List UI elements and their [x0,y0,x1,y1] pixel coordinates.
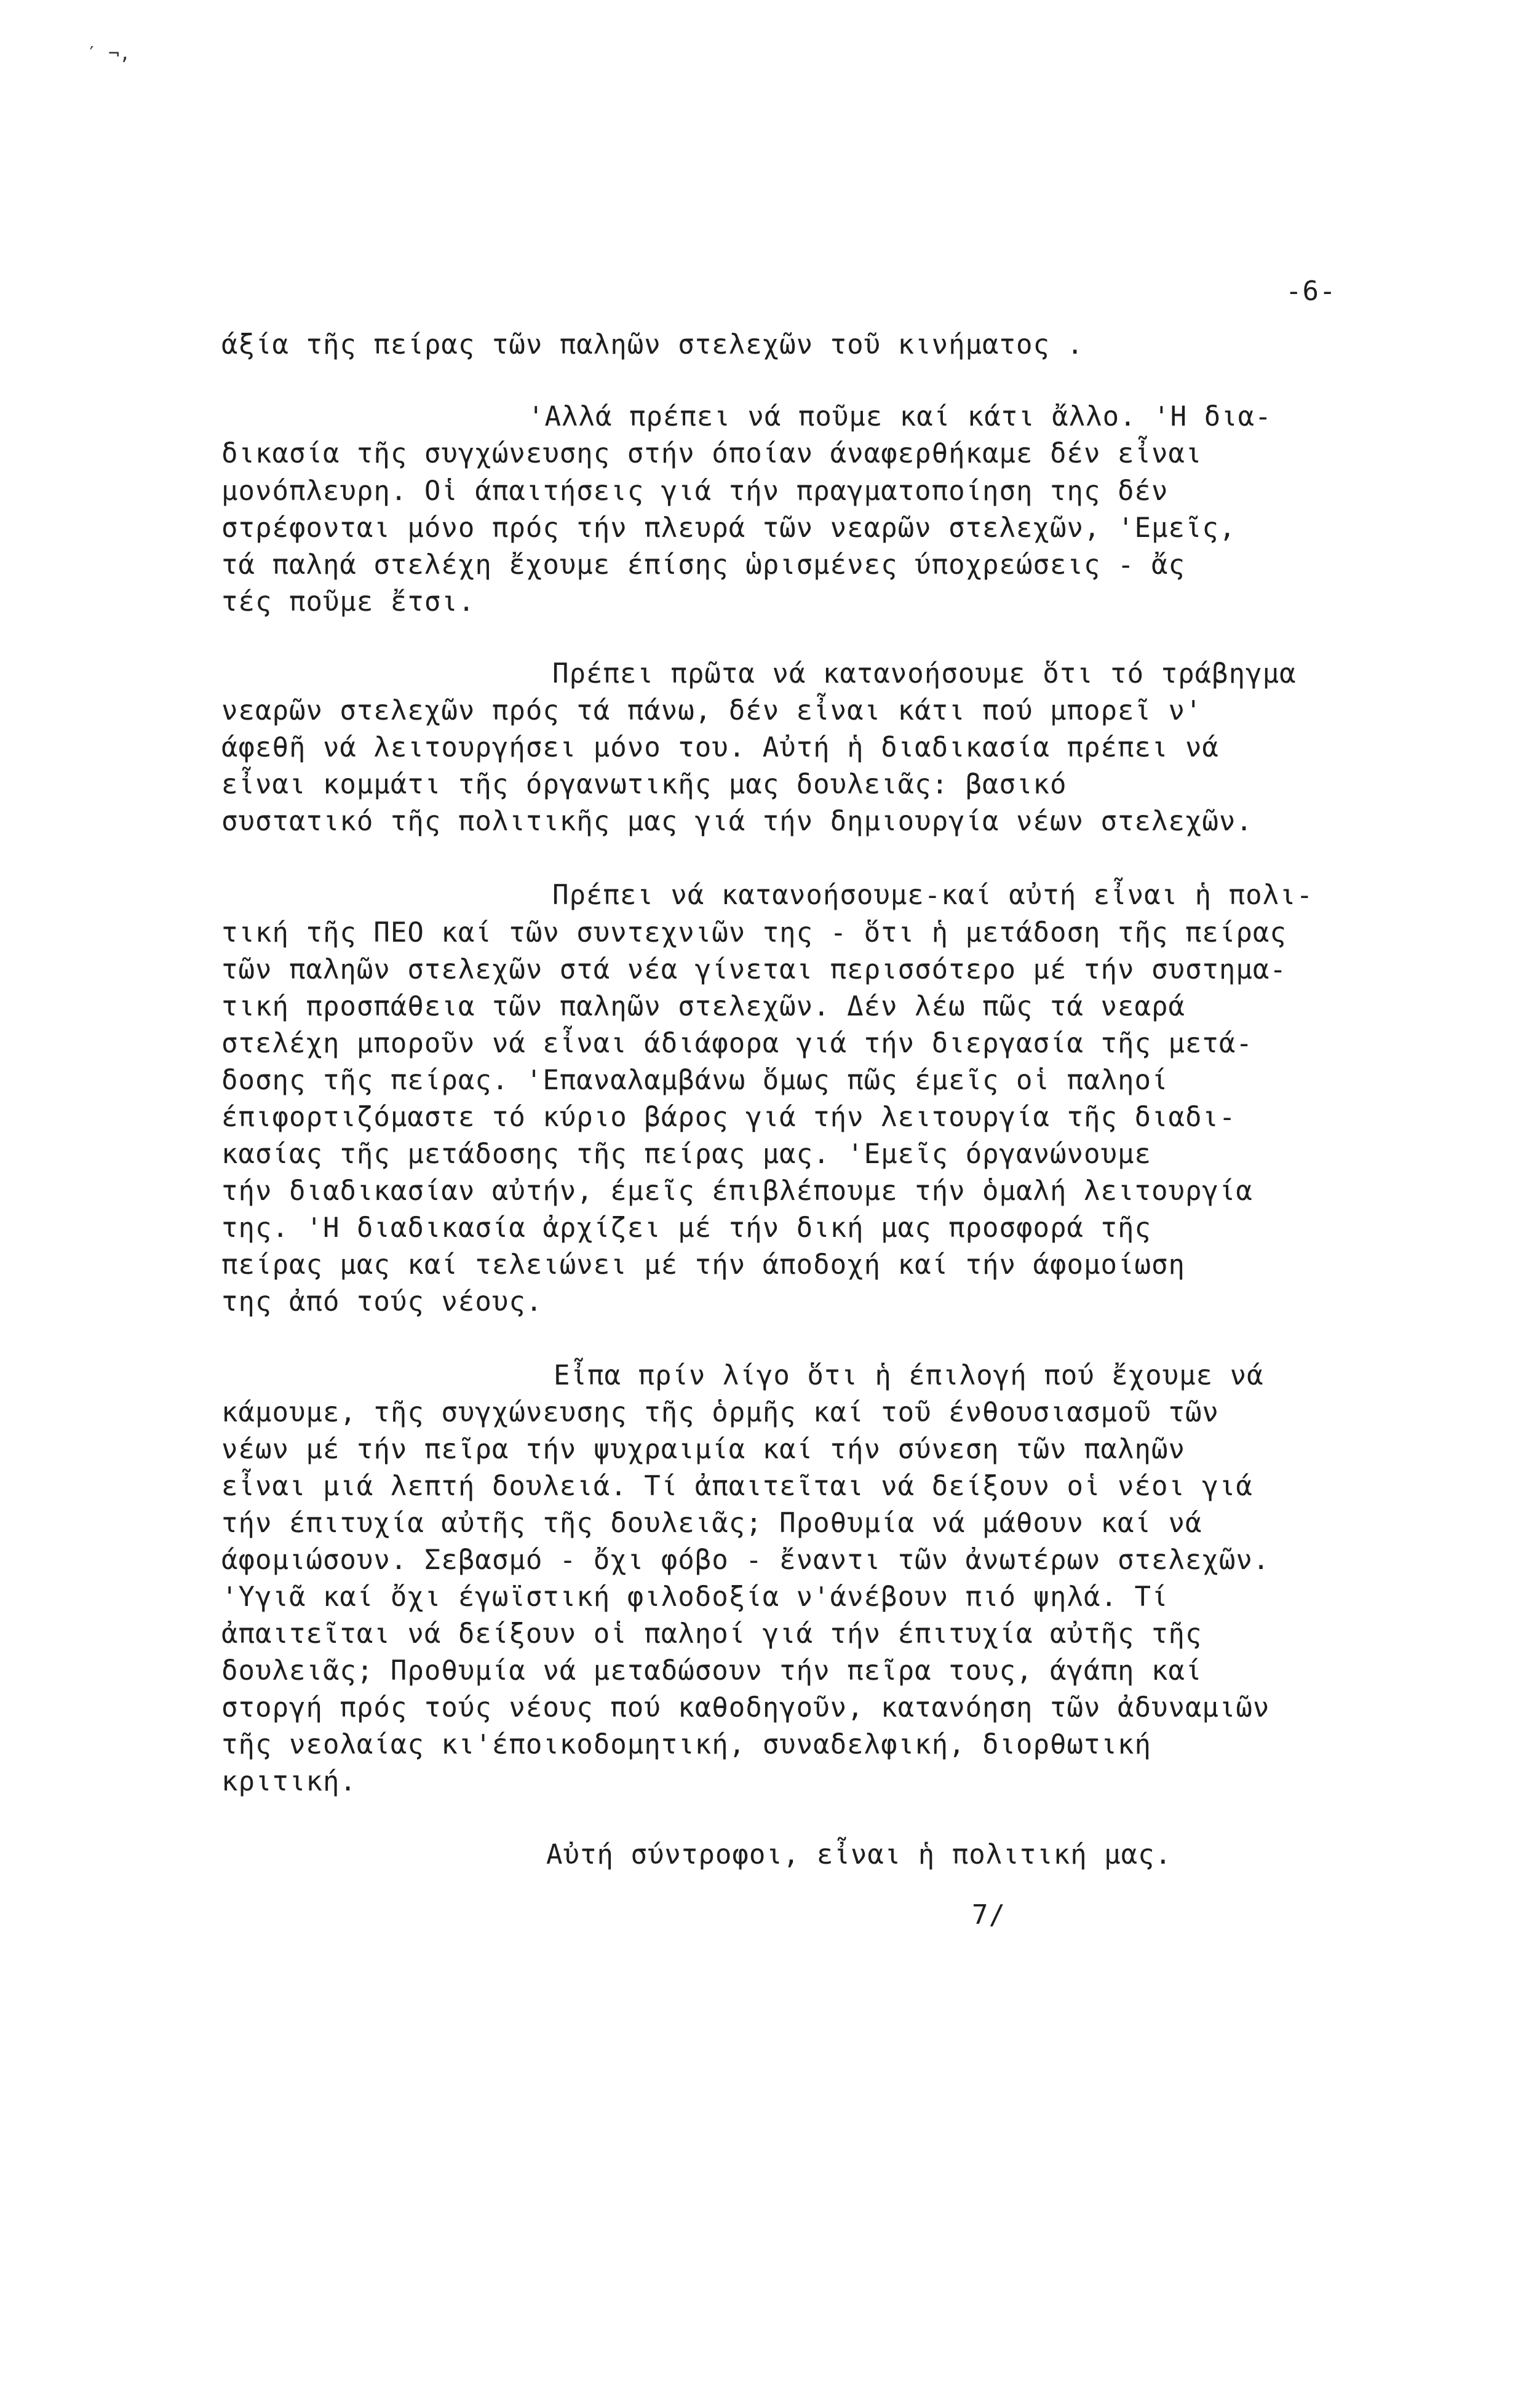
text-line: Αὐτή σύντροφοι, εἶναι ἡ πολιτική μας. [546,1839,1172,1870]
text-line: πείρας μας καί τελειώνει μέ τήν άποδοχή καί τήν άφομοίωση [221,1249,1185,1281]
text-line: νέων μέ τήν πεῖρα τήν ψυχραιμία καί τήν σύνεση τῶν παληῶν [221,1434,1185,1465]
text-line: Εἶπα πρίν λίγο ὅτι ἡ έπιλογή πού ἔχουμε νά [554,1360,1264,1391]
text-line: νεαρῶν στελεχῶν πρός τά πάνω, δέν εἶναι κάτι πού μπορεῖ ν' [221,695,1202,726]
text-line: τά παληά στελέχη ἔχουμε έπίσης ὡρισμένες ύποχρεώσεις - ἄς [221,549,1185,581]
page-number: -6- [1286,276,1337,307]
text-line: εἶναι κομμάτι τῆς όργανωτικῆς μας δουλειᾶς: βασικό [221,769,1067,800]
text-line: δουλειᾶς; Προθυμία νά μεταδώσουν τήν πεῖρα τους, άγάπη καί [221,1655,1202,1687]
text-line: ἀπαιτεῖται νά δείξουν οἱ παληοί γιά τήν έπιτυχία αὐτῆς τῆς [221,1618,1202,1650]
text-line: 'Υγιᾶ καί ὄχι έγωϊστική φιλοδοξία ν'άνέβουν πιό ψηλά. Τί [221,1581,1169,1613]
text-line: κασίας τῆς μετάδοσης τῆς πείρας μας. 'Εμεῖς όργανώνουμε [221,1138,1151,1170]
text-line: δοσης τῆς πείρας. 'Επαναλαμβάνω ὅμως πῶς έμεῖς οἱ παληοί [221,1065,1169,1096]
text-line: κριτική. [221,1766,357,1797]
text-line: άφεθῆ νά λειτουργήσει μόνο του. Αὐτή ἡ διαδικασία πρέπει νά [221,732,1219,763]
text-line: της. 'Η διαδικασία ἀρχίζει μέ τήν δική μας προσφορά τῆς [221,1212,1151,1244]
text-line: τές ποῦμε ἔτσι. [221,586,475,618]
text-line: στοργή πρός τούς νέους πού καθοδηγοῦν, κατανόηση τῶν ἀδυναμιῶν [221,1692,1270,1723]
text-line: στρέφονται μόνο πρός τήν πλευρά τῶν νεαρῶν στελεχῶν, 'Εμεῖς, [221,512,1236,544]
text-line: εἶναι μιά λεπτή δουλειά. Τί ἀπαιτεῖται νά δείξουν οἱ νέοι γιά [221,1471,1253,1502]
corner-marks: ′ ¬, [86,43,131,65]
text-line: της ἀπό τούς νέους. [221,1286,543,1317]
text-line: μονόπλευρη. Οἱ άπαιτήσεις γιά τήν πραγματοποίηση της δέν [221,475,1169,507]
text-line: 'Αλλά πρέπει νά ποῦμε καί κάτι ἄλλο. 'Η δια- [528,401,1272,432]
text-line: έπιφορτιζόμαστε τό κύριο βάρος γιά τήν λειτουργία τῆς διαδι- [221,1102,1236,1133]
text-line: τική προσπάθεια τῶν παληῶν στελεχῶν. Δέν λέω πῶς τά νεαρά [221,991,1185,1022]
text-line: άφομιώσουν. Σεβασμό - ὄχι φόβο - ἔναντι τῶν ἀνωτέρων στελεχῶν. [221,1544,1270,1576]
text-line: δικασία τῆς συγχώνευσης στήν όποίαν άναφερθήκαμε δέν εἶναι [221,438,1202,469]
text-line: τήν έπιτυχία αὐτῆς τῆς δουλειᾶς; Προθυμία νά μάθουν καί νά [221,1508,1202,1539]
text-line: συστατικό τῆς πολιτικῆς μας γιά τήν δημιουργία νέων στελεχῶν. [221,806,1253,837]
text-line: τήν διαδικασίαν αὐτήν, έμεῖς έπιβλέπουμε τήν ὁμαλή λειτουργία [221,1175,1253,1207]
text-line: τῶν παληῶν στελεχῶν στά νέα γίνεται περισσότερο μέ τήν συστημα- [221,954,1287,985]
text-line: Πρέπει πρῶτα νά κατανοήσουμε ὅτι τό τράβηγμα [552,658,1297,689]
text-line: Πρέπει νά κατανοήσουμε-καί αὐτή εἶναι ἡ πολι- [552,880,1314,911]
text-line: τῆς νεολαίας κι'έποικοδομητική, συναδελφική, διορθωτική [221,1729,1151,1760]
continuation-marker: 7/ [972,1899,1006,1931]
text-line: κάμουμε, τῆς συγχώνευσης τῆς ὁρμῆς καί τοῦ ένθουσιασμοῦ τῶν [221,1397,1219,1428]
text-line: τική τῆς ΠΕΟ καί τῶν συντεχνιῶν της - ὅτι ἡ μετάδοση τῆς πείρας [221,917,1287,948]
text-line: άξία τῆς πείρας τῶν παληῶν στελεχῶν τοῦ κινήματος . [221,329,1084,360]
text-line: στελέχη μποροῦν νά εἶναι άδιάφορα γιά τήν διεργασία τῆς μετά- [221,1028,1253,1059]
